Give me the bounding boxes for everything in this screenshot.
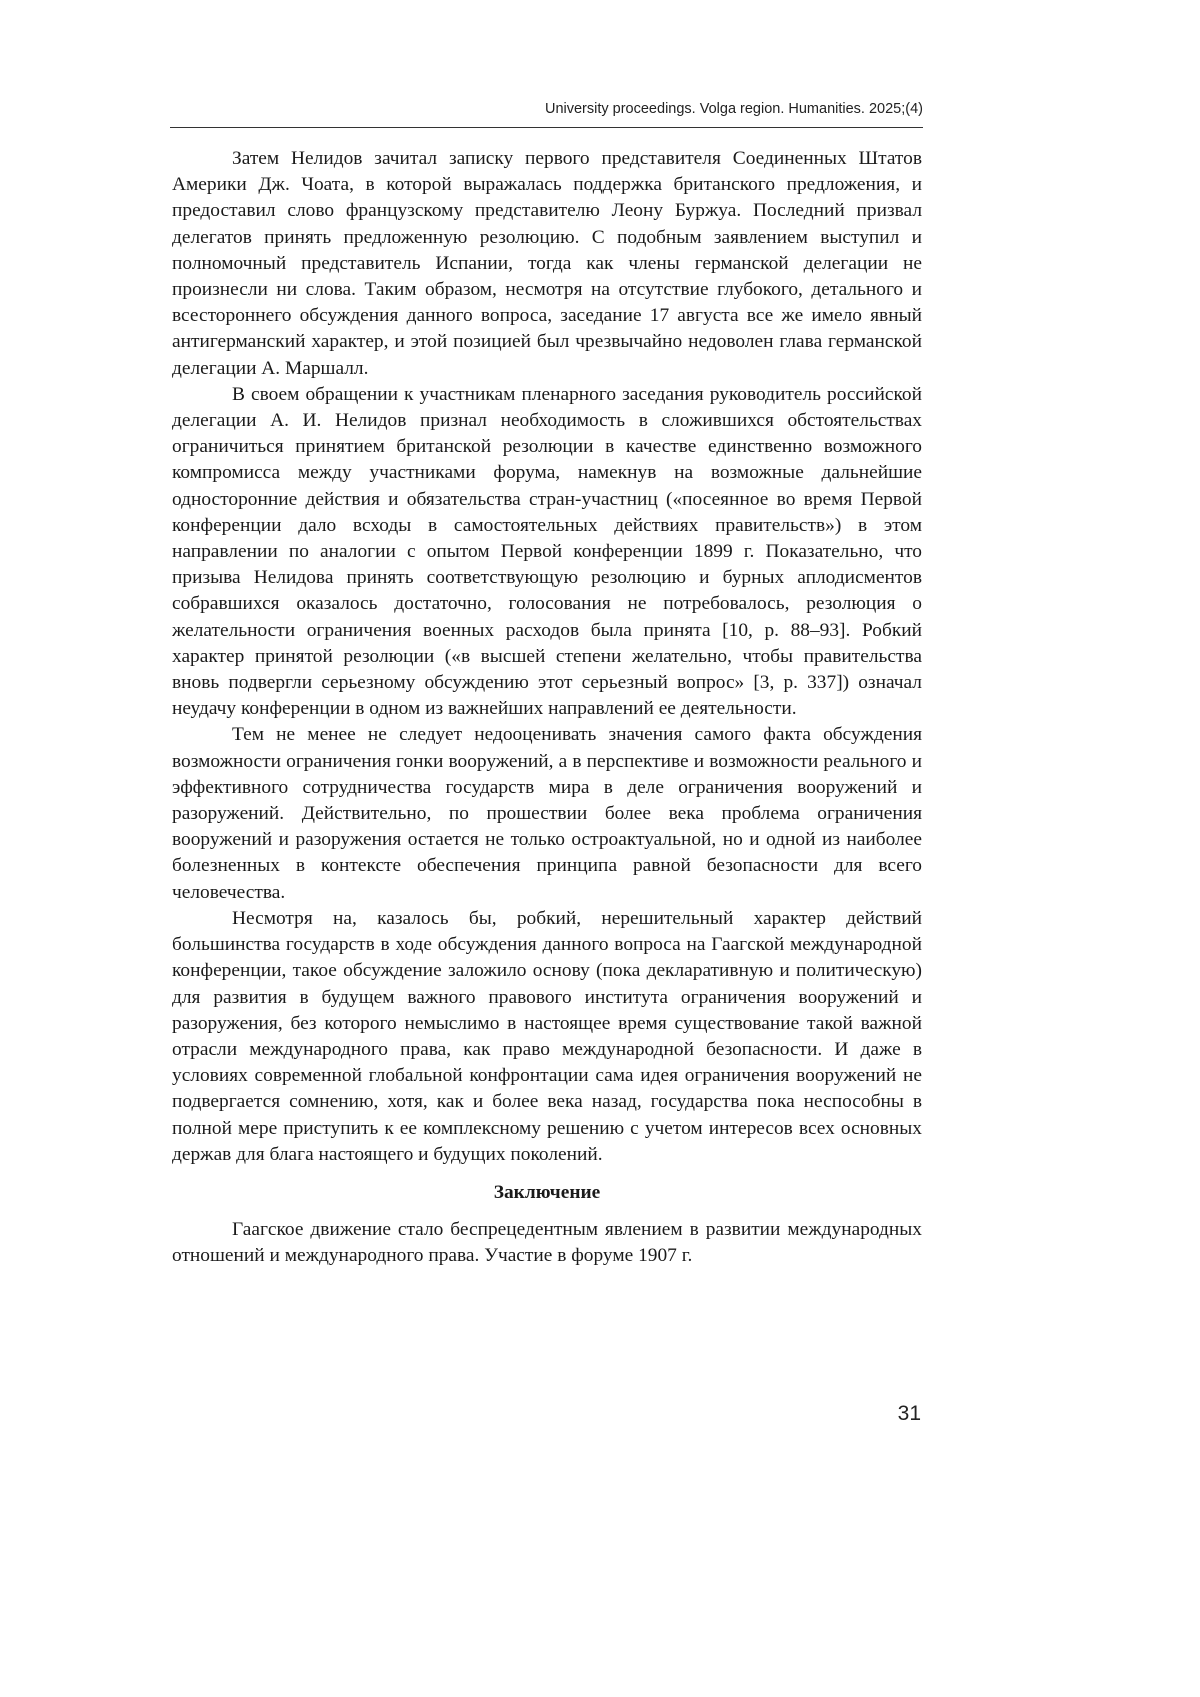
paragraph-conclusion-1: Гаагское движение стало беспрецедентным явлением в развитии международных отношений и международного права. Участие в форуме 1907 г. (172, 1219, 922, 1267)
header-rule (170, 127, 923, 128)
paragraph-4: Несмотря на, казалось бы, робкий, нерешительный характер действий большинства государств в ходе обсуждения данного вопроса на Гаагской международной конференции, такое обсуждение заложило основу (пока декларативную и политическую) для развития в будущем важного правового института ограничения вооружений и разоружения, без которого немыслимо в настоящее время существование такой важной отрасли международного права, как право международной безопасности. И даже в условиях современной глобальной конфронтации сама идея ограничения вооружений не подвергается сомнению, хотя, как и более века назад, государства пока неспособны в полной мере приступить к ее комплексному решению с учетом интересов всех основных держав для блага настоящего и будущих поколений. (172, 907, 922, 1165)
section-heading-conclusion: Заключение (493, 1181, 601, 1203)
paragraph-1: Затем Нелидов зачитал записку первого представителя Соединенных Штатов Америки Дж. Чоата, в которой выражалась поддержка британского предложения, и предоставил слово французскому представителю Леону Буржуа. Последний призвал делегатов принять предложенную резолюцию. С подобным заявлением выступил и полномочный представитель Испании, тогда как члены германской делегации не произнесли ни слова. Таким образом, несмотря на отсутствие глубокого, детального и всестороннего обсуждения данного вопроса, заседание 17 августа все же имело явный антигерманский характер, и этой позицией был чрезвычайно недоволен глава германской делегации А. Маршалл. (172, 148, 922, 379)
page-number: 31 (897, 1402, 921, 1425)
paragraph-2: В своем обращении к участникам пленарного заседания руководитель российской делегации А. И. Нелидов признал необходимость в сложившихся обстоятельствах ограничиться принятием британской резолюции в качестве единственно возможного компромисса между участниками форума, намекнув на возможные дальнейшие односторонние действия и обязательства стран-участниц («посеянное во время Первой конференции дало всходы в самостоятельных действиях правительств») в этом направлении по аналогии с опытом Первой конференции 1899 г. Показательно, что призыва Нелидова принять соответствующую резолюцию и бурных аплодисментов собравшихся оказалось достаточно, голосования не потребовалось, резолюция о желательности ограничения военных расходов была принята [10, p. 88–93]. Робкий характер принятой резолюции («в высшей степени желательно, чтобы правительства вновь подвергли серьезному обсуждению этот серьезный вопрос» [3, p. 337]) означал неудачу конференции в одном из важнейших направлений ее деятельности. (172, 383, 922, 720)
running-header: University proceedings. Volga region. Humanities. 2025;(4) (544, 101, 923, 117)
article-body (172, 146, 922, 1270)
paragraph-3: Тем не менее не следует недооценивать значения самого факта обсуждения возможности ограничения гонки вооружений, а в перспективе и возможности реального и эффективного сотрудничества государств мира в деле ограничения вооружений и разоружений. Действительно, по прошествии более века проблема ограничения вооружений и разоружения остается не только остроактуальной, но и одной из наиболее болезненных в контексте обеспечения принципа равной безопасности для всего человечества. (172, 724, 922, 903)
